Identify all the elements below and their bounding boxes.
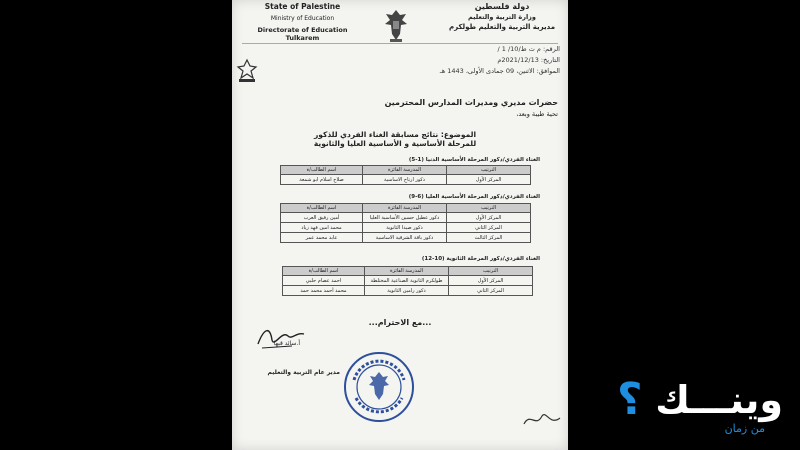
logo-question-mark: ؟ [617,374,643,425]
cell-student: أمين رفيق العرب [281,213,363,223]
cell-rank: المركز الثاني [449,286,533,296]
cell-school: طولكرم الثانوية الصناعية المختلطة [365,276,449,286]
logo-brand-text: وينـــك [655,378,783,422]
header-arabic [442,2,562,31]
closing-regards: ...مع الاحترام... [368,318,432,327]
col-header-rank: الترتيب [449,267,533,276]
header-en-ministry: Ministry of Education [270,15,335,22]
cell-school: ذكور ارتاح الاساسية [363,175,447,185]
subject-line-2: للمرحلة الأساسية و الأساسية العليا والثانوية [313,139,477,148]
cell-rank: المركز الثاني [447,223,531,233]
greeting-addressee: حضرات مديري ومديرات المدارس المحترمين [384,98,558,107]
table-row [281,213,531,223]
results-table [282,266,533,296]
tulkarem-logo-icon [236,58,258,84]
results-table [280,203,531,243]
hijri-date: الموافق: الاثنين، 09 جمادى الأولى، 1443 هـ [439,67,560,75]
secondary-signature-icon [520,408,564,430]
signer-title: مدير عام التربية والتعليم [267,369,340,376]
cell-student: محمد أحمد محمد حمد [283,286,365,296]
section-title: الغناء الفردي/ذكور المرحلة الأساسية العليا (6-9) [408,194,540,200]
subject-line-1: الموضوع: نتائج مسابقة الغناء الفردي للذكور [313,130,477,139]
cell-rank: المركز الأول [449,276,533,286]
section-title: الغناء الفردي/ذكور المرحلة الثانوية (10-12) [421,256,540,262]
section-title: الغناء الفردي/ذكور المرحلة الأساسية الدنيا (1-5) [408,157,540,163]
gregorian-date: التاريخ: 2021/12/13م [497,56,560,64]
header-en-state: State of Palestine [264,2,341,11]
palestine-eagle-emblem-icon [382,6,410,44]
cell-rank: المركز الأول [447,175,531,185]
wainak-watermark-logo [615,376,795,446]
left-black-panel [0,0,232,450]
greeting-salutation: تحية طيبة وبعد، [516,110,558,118]
signer-block [240,326,340,376]
col-header-rank: الترتيب [447,166,531,175]
logo-tagline: من زمان [724,422,765,435]
table-row [281,233,531,243]
header-ar-directorate: مديرية التربية والتعليم طولكرم [448,23,556,31]
col-header-school: المدرسة الفائزة [363,204,447,213]
table-header-row [281,204,531,213]
col-header-school: المدرسة الفائزة [363,166,447,175]
col-header-student: اسم الطالب/ة [281,204,363,213]
subject [280,130,510,148]
cell-school: ذكور رامين الثانوية [365,286,449,296]
table-row [283,276,533,286]
cell-school: ذكور باقة الشرقية الاساسية [363,233,447,243]
cell-school: ذكور صيدا الثانوية [363,223,447,233]
cell-student: عابد محمد عمر [281,233,363,243]
table-header-row [281,166,531,175]
col-header-rank: الترتيب [447,204,531,213]
header-ar-ministry: وزارة التربية والتعليم [468,13,536,21]
col-header-school: المدرسة الفائزة [365,267,449,276]
cell-rank: المركز الثالث [447,233,531,243]
reference-number: الرقم: م ت ط/10/ 1 / [497,45,560,53]
table-row [283,286,533,296]
cell-rank: المركز الأول [447,213,531,223]
table-header-row [283,267,533,276]
header-en-directorate: Directorate of Education Tulkarem [257,26,348,42]
cell-student: احمد عصام حلبي [283,276,365,286]
cell-student: محمد امين فهد زياد [281,223,363,233]
results-table [280,165,531,185]
col-header-student: اسم الطالب/ة [281,166,363,175]
ministry-seal-stamp-icon [342,350,416,424]
cell-student: صلاح اسلام ابو شمعة [281,175,363,185]
table-row [281,223,531,233]
official-letter [232,0,568,450]
table-row [281,175,531,185]
greeting [385,98,558,118]
letter-meta [440,44,560,77]
signer-name: أ.سائد قبها [273,340,300,347]
col-header-student: اسم الطالب/ة [283,267,365,276]
header-english [240,2,365,42]
cell-school: ذكور عطيل حسين الأساسية العليا [363,213,447,223]
header-ar-state: دولة فلسطين [474,2,530,11]
